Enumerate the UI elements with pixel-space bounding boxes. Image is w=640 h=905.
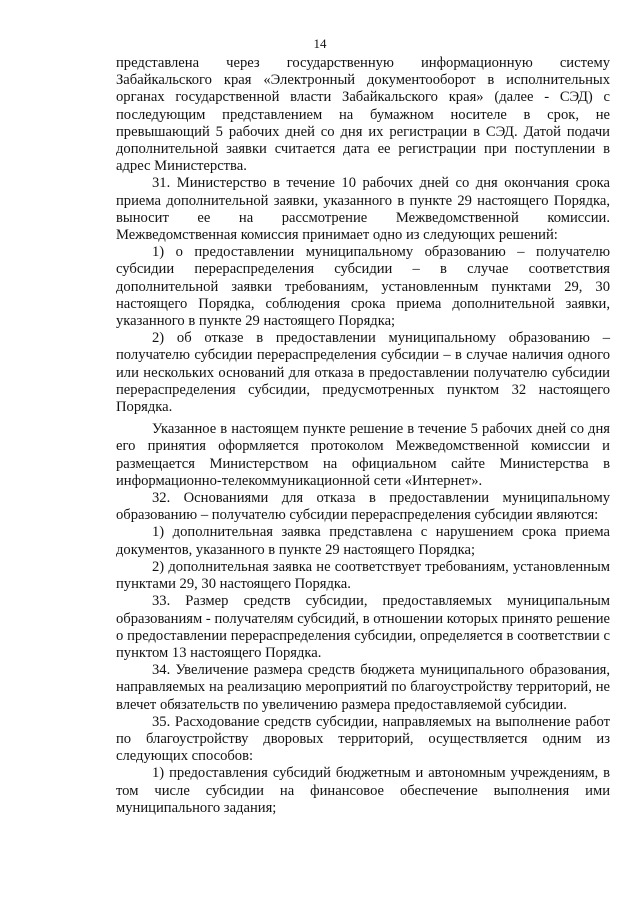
paragraph-item-31: 31. Министерство в течение 10 рабочих дней со дня окончания срока приема дополнительной заявки, указанного в пункте 29 настоящего Порядка, выносит ее на рассмотрение Межведомственной комиссии. Межведомственная комиссия принимает одно из следующих решений: [116, 175, 610, 244]
paragraph-item-31-2: 2) об отказе в предоставлении муниципальному образованию – получателю субсидии перераспределения субсидии – в случае наличия одного или нескольких оснований для отказа в предоставлении получателю субсидии перераспределения субсидии, предусмотренных пунктом 32 настоящего Порядка. [116, 330, 610, 416]
paragraph-item-31-1: 1) о предоставлении муниципальному образованию – получателю субсидии перераспределения субсидии – в случае соответствия дополнительной заявки требованиям, установленным пунктами 29, 30 настоящего Порядка, соблюдения срока приема дополнительной заявки, указанного в пункте 29 настоящего Порядка; [116, 244, 610, 330]
page-number: 14 [313, 36, 327, 51]
paragraph-item-33: 33. Размер средств субсидии, предоставляемых муниципальным образованиям - получателям субсидий, в отношении которых принято решение о предоставлении перераспределения субсидии, определяется в соответствии с пунктом 13 настоящего Порядка. [116, 593, 610, 661]
paragraph-item-35: 35. Расходование средств субсидии, направляемых на выполнение работ по благоустройству дворовых территорий, осуществляется одним из следующих способов: [116, 713, 610, 765]
paragraph-item-31-note: Указанное в настоящем пункте решение в течение 5 рабочих дней со дня его принятия оформляется протоколом Межведомственной комиссии и размещается Министерством на официальном сайте Министерства в информационно-телекоммуникационной сети «Интернет». [116, 421, 610, 489]
paragraph-item-35-1: 1) предоставления субсидий бюджетным и автономным учреждениям, в том числе субсидии на финансовое обеспечение выполнения ими муниципального задания; [116, 765, 610, 816]
paragraph-item-32: 32. Основаниями для отказа в предоставлении муниципальному образованию – получателю субсидии перераспределения субсидии являются: [116, 490, 610, 524]
paragraph-item-34: 34. Увеличение размера средств бюджета муниципального образования, направляемых на реализацию мероприятий по благоустройству территорий, не влечет обязательств по увеличению размера предоставляемой субсидии. [116, 662, 610, 713]
paragraph-item-32-2: 2) дополнительная заявка не соответствует требованиям, установленным пунктами 29, 30 настоящего Порядка. [116, 558, 610, 593]
document-body [116, 55, 610, 817]
paragraph-continuation: представлена через государственную информационную систему Забайкальского края «Электронный документооборот в исполнительных органах государственной власти Забайкальского края» (далее - СЭД) с последующим представлением на бумажном носителе в срок, не превышающий 5 рабочих дней со дня их регистрации в СЭД. Датой подачи дополнительной заявки считается дата ее регистрации при поступлении в адрес Министерства. [116, 55, 610, 175]
paragraph-item-32-1: 1) дополнительная заявка представлена с нарушением срока приема документов, указанного в пункте 29 настоящего Порядка; [116, 524, 610, 558]
